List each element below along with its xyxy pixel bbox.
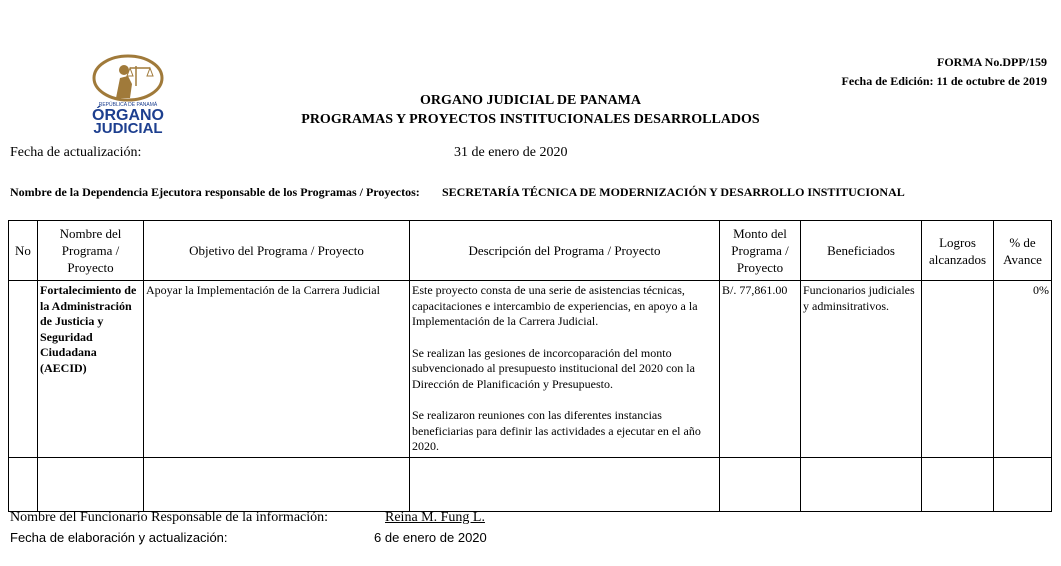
- cell-objective: Apoyar la Implementación de la Carrera Judicial: [144, 281, 410, 458]
- header-amount: Monto del Programa / Proyecto: [720, 221, 801, 281]
- update-date-value: 31 de enero de 2020: [454, 145, 568, 160]
- header-name: Nombre del Programa / Proyecto: [38, 221, 144, 281]
- empty-cell: [144, 457, 410, 511]
- header-beneficiaries: Beneficiados: [801, 221, 922, 281]
- table-header-row: [9, 221, 1052, 281]
- form-number: FORMA No.DPP/159: [937, 55, 1047, 69]
- page-subtitle: [0, 112, 1061, 128]
- dependency-label: Nombre de la Dependencia Ejecutora responsable de los Programas / Proyectos:: [10, 185, 420, 199]
- empty-cell: [801, 457, 922, 511]
- elaboration-value: 6 de enero de 2020: [374, 530, 487, 545]
- cell-achievements: [922, 281, 994, 458]
- description-paragraph: Se realizan las gesiones de incorcoparación del monto subvencionado al presupuesto institucional del 2020 con la Dirección de Planificación y Presupuesto.: [412, 345, 695, 391]
- cell-project-name: Fortalecimiento de la Administración de Justicia y Seguridad Ciudadana (AECID): [38, 281, 144, 458]
- cell-beneficiaries: Funcionarios judiciales y adminsitrativos.: [801, 281, 922, 458]
- header-achievements: Logros alcanzados: [922, 221, 994, 281]
- title-text: ORGANO JUDICIAL DE PANAMA: [419, 93, 642, 108]
- cell-amount: B/. 77,861.00: [720, 281, 801, 458]
- official-name: Reina M. Fung L.: [385, 510, 485, 525]
- empty-cell: [922, 457, 994, 511]
- cell-progress: 0%: [994, 281, 1052, 458]
- description-paragraph: Se realizaron reuniones con las diferentes instancias beneficiarias para definir las actividades a ejecutar en el año 2020.: [412, 408, 701, 453]
- description-paragraph: Este proyecto consta de una serie de asistencias técnicas, capacitaciones e intercambio de experiencias, en apoyo a la Implementación de la Carrera Judicial.: [412, 283, 698, 328]
- edition-date: Fecha de Edición: 11 de octubre de 2019: [841, 74, 1047, 88]
- empty-cell: [9, 457, 38, 511]
- empty-cell: [720, 457, 801, 511]
- logo-line2: JUDICIAL: [93, 120, 163, 134]
- dependency-value: SECRETARÍA TÉCNICA DE MODERNIZACIÓN Y DESARROLLO INSTITUCIONAL: [442, 185, 905, 199]
- subtitle-text: PROGRAMAS Y PROYECTOS INSTITUCIONALES DESARROLLADOS: [301, 112, 760, 127]
- official-label: Nombre del Funcionario Responsable de la información:: [10, 510, 329, 525]
- cell-description: [410, 281, 720, 458]
- elaboration-label: Fecha de elaboración y actualización:: [10, 530, 228, 545]
- page-title: [0, 93, 1061, 109]
- table-row-empty: [9, 457, 1052, 511]
- empty-cell: [38, 457, 144, 511]
- update-date-label: Fecha de actualización:: [10, 145, 142, 160]
- header-progress: % de Avance: [994, 221, 1052, 281]
- header-description: Descripción del Programa / Proyecto: [410, 221, 720, 281]
- empty-cell: [410, 457, 720, 511]
- header-objective: Objetivo del Programa / Proyecto: [144, 221, 410, 281]
- projects-table: [8, 220, 1052, 512]
- logo-line1: ÓRGANO: [92, 107, 164, 124]
- header-no: No: [9, 221, 38, 281]
- cell-no: [9, 281, 38, 458]
- empty-cell: [994, 457, 1052, 511]
- table-row: [9, 281, 1052, 458]
- logo-top-text: REPÚBLICA DE PANAMÁ: [98, 102, 158, 108]
